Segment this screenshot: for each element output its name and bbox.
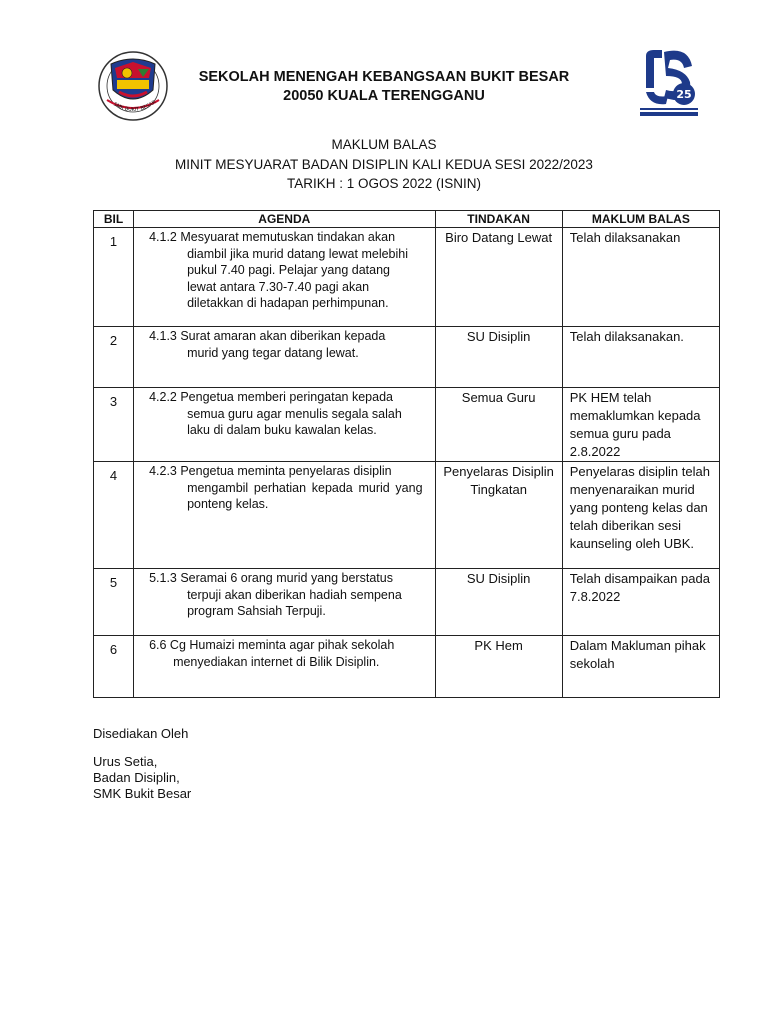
minutes-table bbox=[93, 210, 720, 698]
row-agenda bbox=[134, 228, 435, 327]
header-bil: BIL bbox=[94, 211, 134, 228]
row-tindakan: Penyelaras Disiplin Tingkatan bbox=[435, 462, 562, 569]
row-agenda bbox=[134, 569, 435, 636]
agenda-continuation: menyediakan internet di Bilik Disiplin. bbox=[173, 654, 380, 669]
agenda-continuation: diambil jika murid datang lewat melebihi pukul 7.40 pagi. Pelajar yang datang lewat antara 7.30-7.40 pagi akan diletakkan di hadapan perhimpunan. bbox=[187, 246, 409, 310]
row-tindakan: PK Hem bbox=[435, 636, 562, 698]
crest-text: SMK BUKIT BESAR bbox=[112, 99, 158, 114]
anniversary-number: 25 bbox=[676, 88, 692, 101]
agenda-first-line: 4.2.2 Pengetua memberi peringatan kepada bbox=[149, 390, 393, 404]
row-number: 5 bbox=[94, 569, 134, 636]
agenda-first-line: 4.1.2 Mesyuarat memutuskan tindakan akan bbox=[149, 230, 396, 244]
row-number: 4 bbox=[94, 462, 134, 569]
row-agenda bbox=[134, 388, 435, 462]
agenda-first-line: 4.2.3 Pengetua meminta penyelaras disiplin bbox=[149, 464, 392, 478]
signatory-line-2: Badan Disiplin, bbox=[93, 770, 180, 785]
agenda-continuation: semua guru agar menulis segala salah laku di dalam buku kawalan kelas. bbox=[187, 406, 402, 437]
table-row bbox=[94, 228, 720, 327]
row-maklum-balas: PK HEM telah memaklumkan kepada semua guru pada 2.8.2022 bbox=[562, 388, 719, 462]
row-number: 1 bbox=[94, 228, 134, 327]
row-agenda bbox=[134, 327, 435, 388]
table-row bbox=[94, 327, 720, 388]
prepared-by-label: Disediakan Oleh bbox=[93, 726, 189, 741]
agenda-continuation: terpuji akan diberikan hadiah sempena program Sahsiah Terpuji. bbox=[187, 587, 402, 618]
row-maklum-balas: Telah disampaikan pada 7.8.2022 bbox=[562, 569, 719, 636]
row-agenda bbox=[134, 636, 435, 698]
row-number: 2 bbox=[94, 327, 134, 388]
row-number: 3 bbox=[94, 388, 134, 462]
school-address: 20050 KUALA TERENGGANU bbox=[283, 88, 485, 104]
header-maklum-balas: MAKLUM BALAS bbox=[562, 211, 719, 228]
signatory-line-3: SMK Bukit Besar bbox=[93, 786, 192, 801]
row-number: 6 bbox=[94, 636, 134, 698]
table-row bbox=[94, 462, 720, 569]
table-row bbox=[94, 388, 720, 462]
signatory-line-1: Urus Setia, bbox=[93, 754, 158, 769]
row-tindakan: SU Disiplin bbox=[435, 327, 562, 388]
row-maklum-balas: Dalam Makluman pihak sekolah bbox=[562, 636, 719, 698]
header-tindakan: TINDAKAN bbox=[435, 211, 562, 228]
row-tindakan: SU Disiplin bbox=[435, 569, 562, 636]
agenda-first-line: 5.1.3 Seramai 6 orang murid yang berstatus bbox=[149, 571, 393, 585]
header-agenda: AGENDA bbox=[134, 211, 435, 228]
table-row bbox=[94, 569, 720, 636]
row-maklum-balas: Telah dilaksanakan bbox=[562, 228, 719, 327]
table-header-row bbox=[94, 211, 720, 228]
document-title: MAKLUM BALAS bbox=[331, 137, 437, 152]
row-maklum-balas: Telah dilaksanakan. bbox=[562, 327, 719, 388]
document-subtitle: MINIT MESYUARAT BADAN DISIPLIN KALI KEDUA SESI 2022/2023 bbox=[175, 157, 593, 172]
table-row bbox=[94, 636, 720, 698]
row-tindakan: Semua Guru bbox=[435, 388, 562, 462]
document-date: TARIKH : 1 OGOS 2022 (ISNIN) bbox=[286, 176, 482, 191]
row-tindakan: Biro Datang Lewat bbox=[435, 228, 562, 327]
school-crest-logo bbox=[97, 50, 169, 122]
agenda-first-line: 6.6 Cg Humaizi meminta agar pihak sekolah bbox=[149, 638, 395, 652]
row-maklum-balas: Penyelaras disiplin telah menyenaraikan murid yang ponteng kelas dan telah diberikan sesi kaunseling oleh UBK. bbox=[562, 462, 719, 569]
row-agenda bbox=[134, 462, 435, 569]
school-name: SEKOLAH MENENGAH KEBANGSAAN BUKIT BESAR bbox=[198, 69, 570, 85]
agenda-first-line: 4.1.3 Surat amaran akan diberikan kepada bbox=[149, 329, 386, 343]
agenda-continuation: murid yang tegar datang lewat. bbox=[187, 345, 359, 360]
agenda-continuation: mengambil perhatian kepada murid yang ponteng kelas. bbox=[187, 480, 423, 511]
